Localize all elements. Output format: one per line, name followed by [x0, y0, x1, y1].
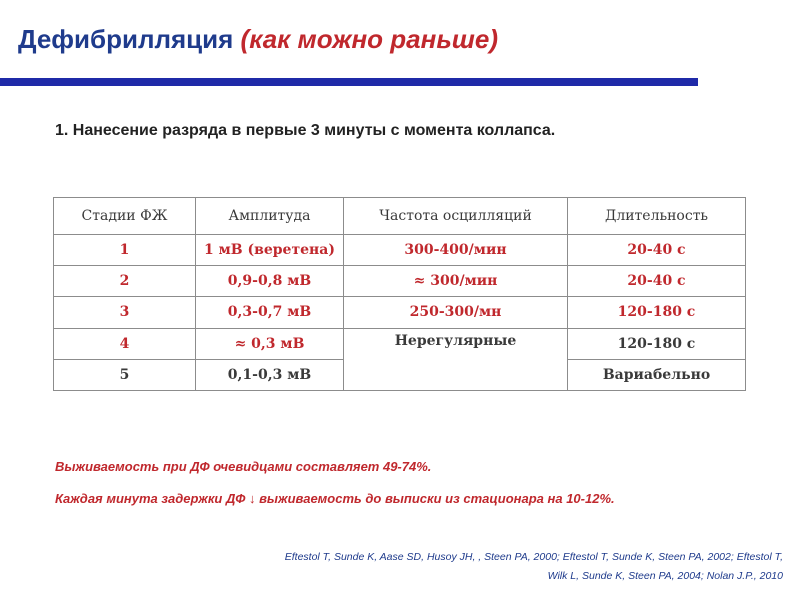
header-cell: Амплитуда	[196, 198, 344, 235]
amplitude-cell: ≈ 0,3 мВ	[196, 328, 344, 359]
stage-cell: 1	[54, 235, 196, 266]
duration-cell: Вариабельно	[568, 359, 746, 390]
duration-cell: 20-40 с	[568, 235, 746, 266]
slide-title	[18, 24, 498, 55]
frequency-cell-merged: Нерегулярные	[344, 328, 568, 390]
vf-stages-table	[53, 197, 746, 391]
duration-cell: 120-180 с	[568, 297, 746, 328]
delay-note: Каждая минута задержки ДФ ↓ выживаемость до выписки из стационара на 10-12%.	[55, 491, 615, 506]
title-main: Дефибрилляция	[18, 24, 234, 54]
table-row	[54, 266, 746, 297]
amplitude-cell: 0,1-0,3 мВ	[196, 359, 344, 390]
duration-cell: 20-40 с	[568, 266, 746, 297]
amplitude-cell: 0,3-0,7 мВ	[196, 297, 344, 328]
header-cell: Стадии ФЖ	[54, 198, 196, 235]
header-cell: Частота осцилляций	[344, 198, 568, 235]
header-cell: Длительность	[568, 198, 746, 235]
frequency-cell: 250-300/мн	[344, 297, 568, 328]
frequency-cell: ≈ 300/мин	[344, 266, 568, 297]
table-row	[54, 297, 746, 328]
title-divider	[0, 78, 698, 86]
survival-note: Выживаемость при ДФ очевидцами составляет 49-74%.	[55, 459, 432, 474]
references	[143, 548, 783, 586]
stage-cell: 2	[54, 266, 196, 297]
stage-cell: 4	[54, 328, 196, 359]
stage-cell: 5	[54, 359, 196, 390]
duration-cell: 120-180 с	[568, 328, 746, 359]
subtitle: 1. Нанесение разряда в первые 3 минуты с момента коллапса.	[55, 122, 556, 139]
amplitude-cell: 1 мВ (веретена)	[196, 235, 344, 266]
reference-line: Wilk L, Sunde K, Steen PA, 2004; Nolan J.P., 2010	[547, 570, 783, 582]
table-row	[54, 235, 746, 266]
amplitude-cell: 0,9-0,8 мВ	[196, 266, 344, 297]
stage-cell: 3	[54, 297, 196, 328]
frequency-cell: 300-400/мин	[344, 235, 568, 266]
title-accent: (как можно раньше)	[240, 24, 499, 54]
reference-line: Eftestol T, Sunde K, Aase SD, Husoy JH, , Steen PA, 2000; Eftestol T, Sunde K, Steen PA, 2002; Eftestol T,	[284, 551, 783, 563]
table-row	[54, 328, 746, 359]
table-header-row	[54, 198, 746, 235]
